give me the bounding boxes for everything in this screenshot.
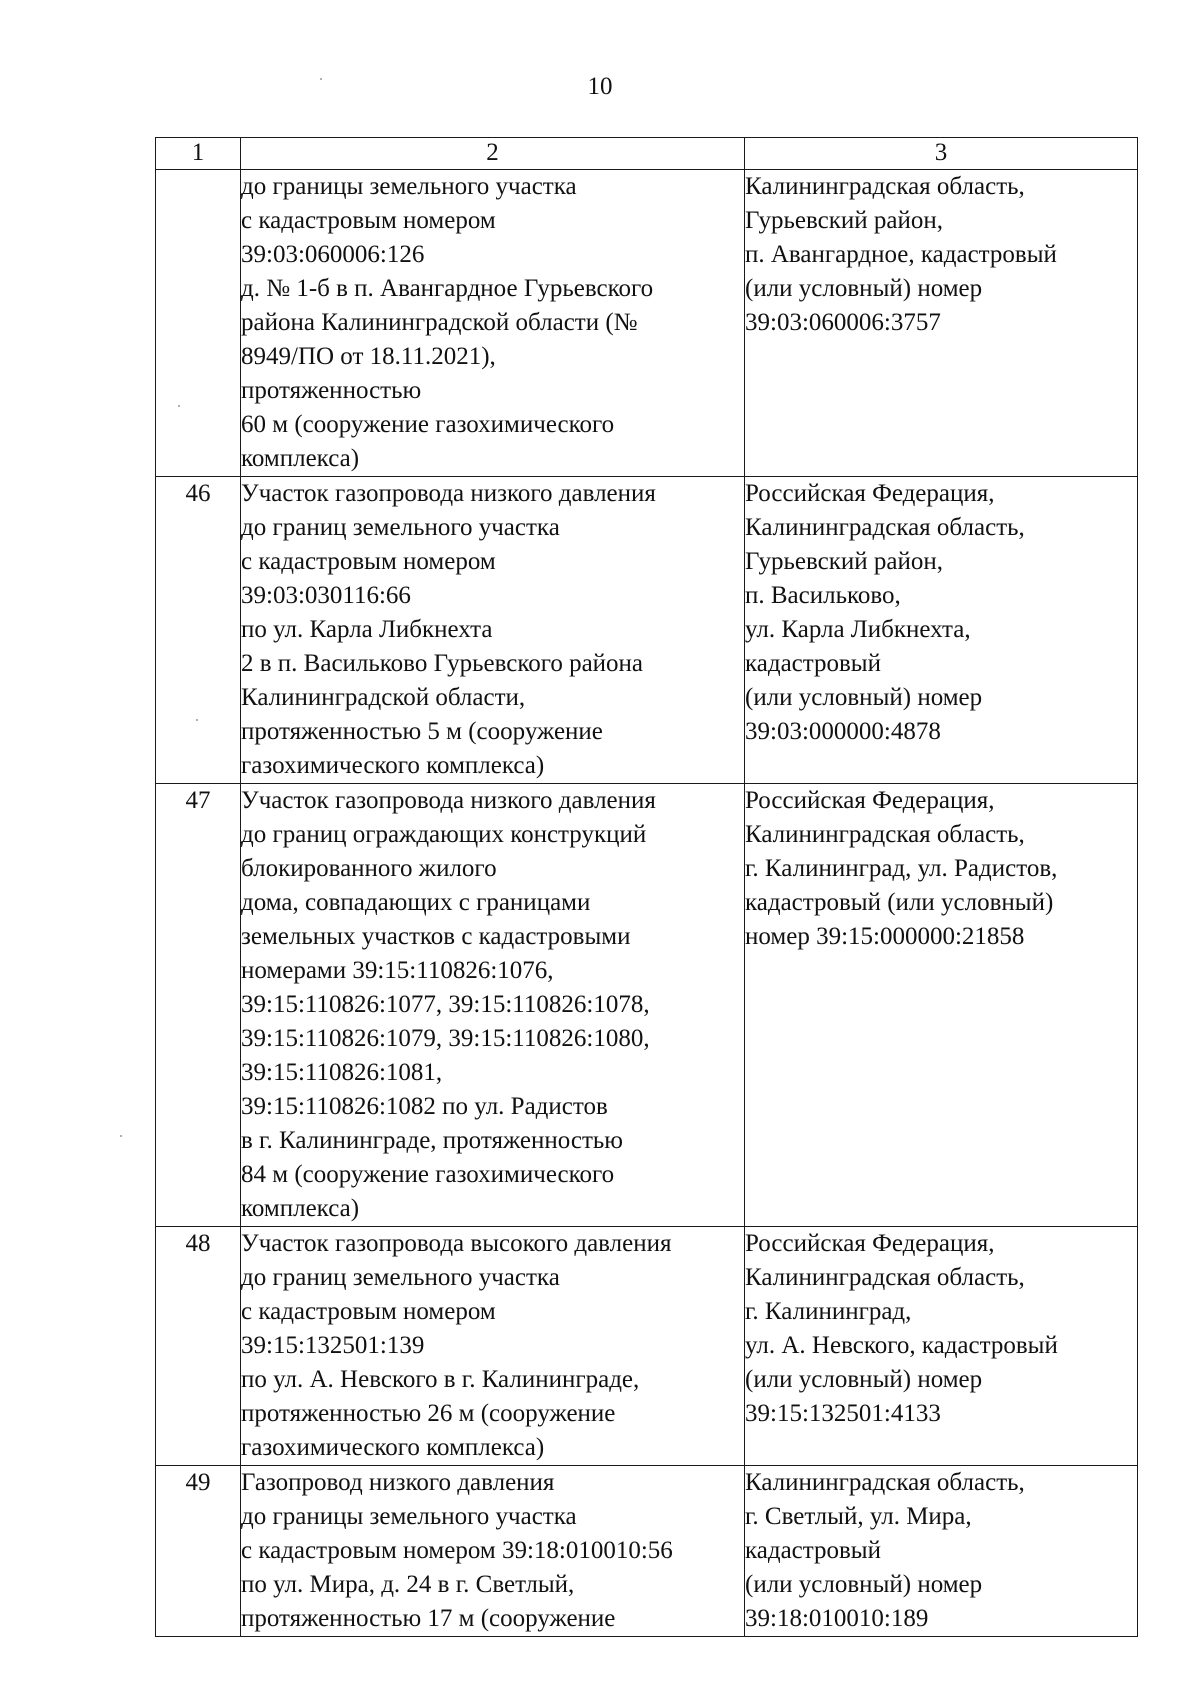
cell-line: до границ ограждающих конструкций: [241, 821, 647, 848]
column-header-number: 1: [156, 138, 241, 170]
cell-line: 39:15:132501:139: [241, 1332, 425, 1359]
cell-line: Гурьевский район,: [745, 548, 944, 575]
cell-line: 60 м (сооружение газохимического: [241, 411, 615, 438]
object-description: [241, 1227, 745, 1466]
cell-line: Участок газопровода высокого давления: [241, 1230, 672, 1257]
objects-table: [155, 137, 1138, 1637]
cell-line: 39:15:132501:4133: [745, 1400, 941, 1427]
table-row: [156, 1466, 1138, 1637]
cell-line: г. Калининград,: [745, 1298, 912, 1325]
cell-line: по ул. Мира, д. 24 в г. Светлый,: [241, 1571, 575, 1598]
cell-line: кадастровый: [745, 1537, 881, 1564]
cell-line: кадастровый (или условный): [745, 889, 1054, 916]
cell-line: Калининградская область,: [745, 821, 1025, 848]
cell-line: протяженностью 26 м (сооружение: [241, 1400, 616, 1427]
object-description: [241, 1466, 745, 1637]
cell-line: комплекса): [241, 445, 360, 472]
cell-line: (или условный) номер: [745, 1571, 983, 1598]
column-header-description: 2: [241, 138, 745, 170]
cell-line: дома, совпадающих с границами: [241, 889, 591, 916]
cell-line: Газопровод низкого давления: [241, 1469, 555, 1496]
cell-line: комплекса): [241, 1195, 360, 1222]
cell-line: 39:03:060006:126: [241, 241, 425, 268]
cell-line: до границы земельного участка: [241, 1503, 577, 1530]
cell-line: до границ земельного участка: [241, 1264, 560, 1291]
cell-line: Российская Федерация,: [745, 787, 995, 814]
cell-line: ул. А. Невского, кадастровый: [745, 1332, 1058, 1359]
cell-line: с кадастровым номером 39:18:010010:56: [241, 1537, 673, 1564]
row-number: [156, 170, 241, 477]
cell-line: (или условный) номер: [745, 275, 983, 302]
table-row: [156, 1227, 1138, 1466]
cell-line: 39:03:000000:4878: [745, 718, 941, 745]
cell-line: 39:18:010010:189: [745, 1605, 929, 1632]
scan-speck: [196, 719, 198, 721]
cell-line: Калининградская область,: [745, 514, 1025, 541]
scan-speck: [178, 405, 180, 407]
cell-line: Российская Федерация,: [745, 480, 995, 507]
cell-line: 39:15:110826:1081,: [241, 1059, 443, 1086]
cell-line: п. Васильково,: [745, 582, 901, 609]
cell-line: 39:03:030116:66: [241, 582, 411, 609]
object-address: [745, 477, 1138, 784]
cell-line: 39:15:110826:1079, 39:15:110826:1080,: [241, 1025, 650, 1052]
cell-line: 84 м (сооружение газохимического: [241, 1161, 615, 1188]
page-number: 10: [587, 73, 613, 100]
cell-line: Калининградская область,: [745, 1264, 1025, 1291]
object-address: [745, 784, 1138, 1227]
table-row: [156, 170, 1138, 477]
cell-line: блокированного жилого: [241, 855, 497, 882]
cell-line: газохимического комплекса): [241, 1434, 545, 1461]
cell-line: по ул. А. Невского в г. Калининграде,: [241, 1366, 640, 1393]
cell-line: Калининградская область,: [745, 173, 1025, 200]
object-address: [745, 1227, 1138, 1466]
cell-line: номерами 39:15:110826:1076,: [241, 957, 554, 984]
scan-speck: [320, 78, 322, 80]
cell-line: (или условный) номер: [745, 684, 983, 711]
cell-line: газохимического комплекса): [241, 752, 545, 779]
cell-line: с кадастровым номером: [241, 548, 496, 575]
row-number: 47: [156, 784, 241, 1227]
cell-line: Гурьевский район,: [745, 207, 944, 234]
cell-line: п. Авангардное, кадастровый: [745, 241, 1057, 268]
cell-line: Участок газопровода низкого давления: [241, 480, 656, 507]
row-number: 48: [156, 1227, 241, 1466]
scan-speck: [120, 1135, 122, 1137]
table-body: [156, 170, 1138, 1637]
object-address: [745, 170, 1138, 477]
cell-line: 8949/ПО от 18.11.2021),: [241, 343, 496, 370]
row-number: 46: [156, 477, 241, 784]
cell-line: протяженностью 17 м (сооружение: [241, 1605, 616, 1632]
table-header-row: [156, 138, 1138, 170]
cell-line: с кадастровым номером: [241, 1298, 496, 1325]
cell-line: кадастровый: [745, 650, 881, 677]
cell-line: 39:15:110826:1077, 39:15:110826:1078,: [241, 991, 650, 1018]
row-number: 49: [156, 1466, 241, 1637]
cell-line: номер 39:15:000000:21858: [745, 923, 1025, 950]
cell-line: г. Светлый, ул. Мира,: [745, 1503, 972, 1530]
cell-line: района Калининградской области (№: [241, 309, 638, 336]
object-description: [241, 170, 745, 477]
cell-line: 39:15:110826:1082 по ул. Радистов: [241, 1093, 608, 1120]
object-address: [745, 1466, 1138, 1637]
column-header-address: 3: [745, 138, 1138, 170]
cell-line: 39:03:060006:3757: [745, 309, 941, 336]
cell-line: Калининградская область,: [745, 1469, 1025, 1496]
cell-line: с кадастровым номером: [241, 207, 496, 234]
cell-line: земельных участков с кадастровыми: [241, 923, 631, 950]
cell-line: 2 в п. Васильково Гурьевского района: [241, 650, 644, 677]
cell-line: Российская Федерация,: [745, 1230, 995, 1257]
cell-line: г. Калининград, ул. Радистов,: [745, 855, 1058, 882]
cell-line: ул. Карла Либкнехта,: [745, 616, 971, 643]
cell-line: в г. Калининграде, протяженностью: [241, 1127, 623, 1154]
table-row: [156, 477, 1138, 784]
cell-line: до границ земельного участка: [241, 514, 560, 541]
cell-line: протяженностью 5 м (сооружение: [241, 718, 603, 745]
cell-line: (или условный) номер: [745, 1366, 983, 1393]
object-description: [241, 477, 745, 784]
cell-line: протяженностью: [241, 377, 422, 404]
cell-line: до границы земельного участка: [241, 173, 577, 200]
cell-line: Участок газопровода низкого давления: [241, 787, 656, 814]
cell-line: Калининградской области,: [241, 684, 526, 711]
table-row: [156, 784, 1138, 1227]
object-description: [241, 784, 745, 1227]
cell-line: по ул. Карла Либкнехта: [241, 616, 493, 643]
cell-line: д. № 1-б в п. Авангардное Гурьевского: [241, 275, 654, 302]
